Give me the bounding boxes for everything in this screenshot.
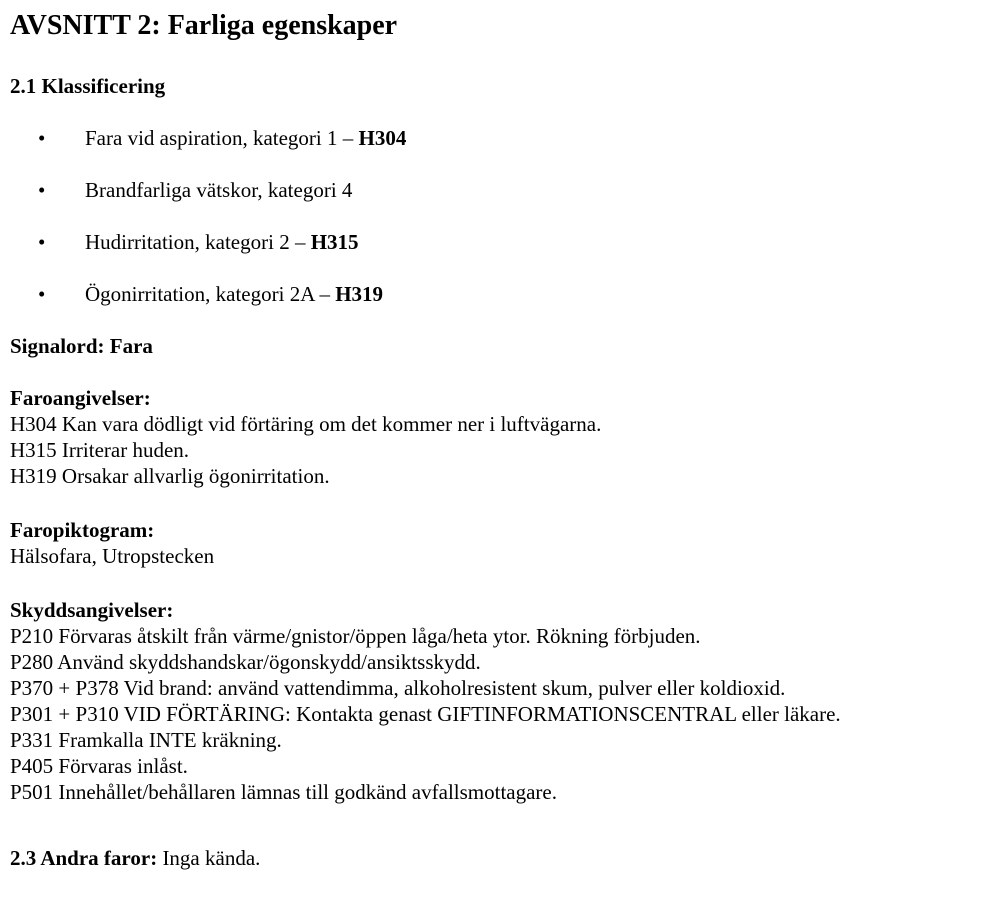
hazard-code: H304 xyxy=(358,126,407,150)
precautionary-line: P301 + P310 VID FÖRTÄRING: Kontakta genast GIFTINFORMATIONSCENTRAL eller läkare. xyxy=(10,702,841,726)
pictograms-heading: Faropiktogram: xyxy=(10,518,155,542)
other-hazards-label: 2.3 Andra faror: xyxy=(10,846,158,870)
pictograms-text: Hälsofara, Utropstecken xyxy=(10,544,215,568)
classification-item xyxy=(10,177,974,203)
classification-item xyxy=(10,229,974,255)
precautionary-line: P405 Förvaras inlåst. xyxy=(10,754,188,778)
hazard-statement-line: H319 Orsakar allvarlig ögonirritation. xyxy=(10,464,330,488)
precautionary-line: P210 Förvaras åtskilt från värme/gnistor/öppen låga/heta ytor. Rökning förbjuden. xyxy=(10,624,701,648)
precautionary-line: P280 Använd skyddshandskar/ögonskydd/ansiktsskydd. xyxy=(10,650,481,674)
bullet-icon: • xyxy=(38,178,46,202)
bullet-icon: • xyxy=(38,282,46,306)
signal-word: Signalord: Fara xyxy=(10,334,153,358)
bullet-icon: • xyxy=(38,230,46,254)
precautionary-line: P370 + P378 Vid brand: använd vattendimma, alkoholresistent skum, pulver eller koldioxid. xyxy=(10,676,786,700)
precautionary-line: P501 Innehållet/behållaren lämnas till godkänd avfallsmottagare. xyxy=(10,780,557,804)
precautionary-line: P331 Framkalla INTE kräkning. xyxy=(10,728,282,752)
other-hazards-text: Inga kända. xyxy=(157,846,261,870)
precautionary-statements-section xyxy=(10,597,974,805)
hazard-statements-heading: Faroangivelser: xyxy=(10,386,151,410)
precautionary-heading: Skyddsangivelser: xyxy=(10,598,174,622)
hazard-code: H315 xyxy=(310,230,359,254)
hazard-statements-section xyxy=(10,385,974,489)
classification-text: Fara vid aspiration, kategori 1 – xyxy=(85,126,359,150)
other-hazards-line xyxy=(10,845,974,871)
classification-text: Hudirritation, kategori 2 – xyxy=(85,230,311,254)
hazard-statement-line: H304 Kan vara dödligt vid förtäring om det kommer ner i luftvägarna. xyxy=(10,412,602,436)
hazard-code: H319 xyxy=(335,282,384,306)
classification-item xyxy=(10,125,974,151)
classification-item xyxy=(10,281,974,307)
bullet-icon: • xyxy=(38,126,46,150)
pictograms-section xyxy=(10,517,974,569)
subsection-2-1-heading: 2.1 Klassificering xyxy=(10,74,166,98)
hazard-statement-line: H315 Irriterar huden. xyxy=(10,438,190,462)
classification-text: Ögonirritation, kategori 2A – xyxy=(85,282,336,306)
section-title: AVSNITT 2: Farliga egenskaper xyxy=(10,10,398,41)
classification-text: Brandfarliga vätskor, kategori 4 xyxy=(85,178,353,202)
classification-list xyxy=(10,125,974,307)
